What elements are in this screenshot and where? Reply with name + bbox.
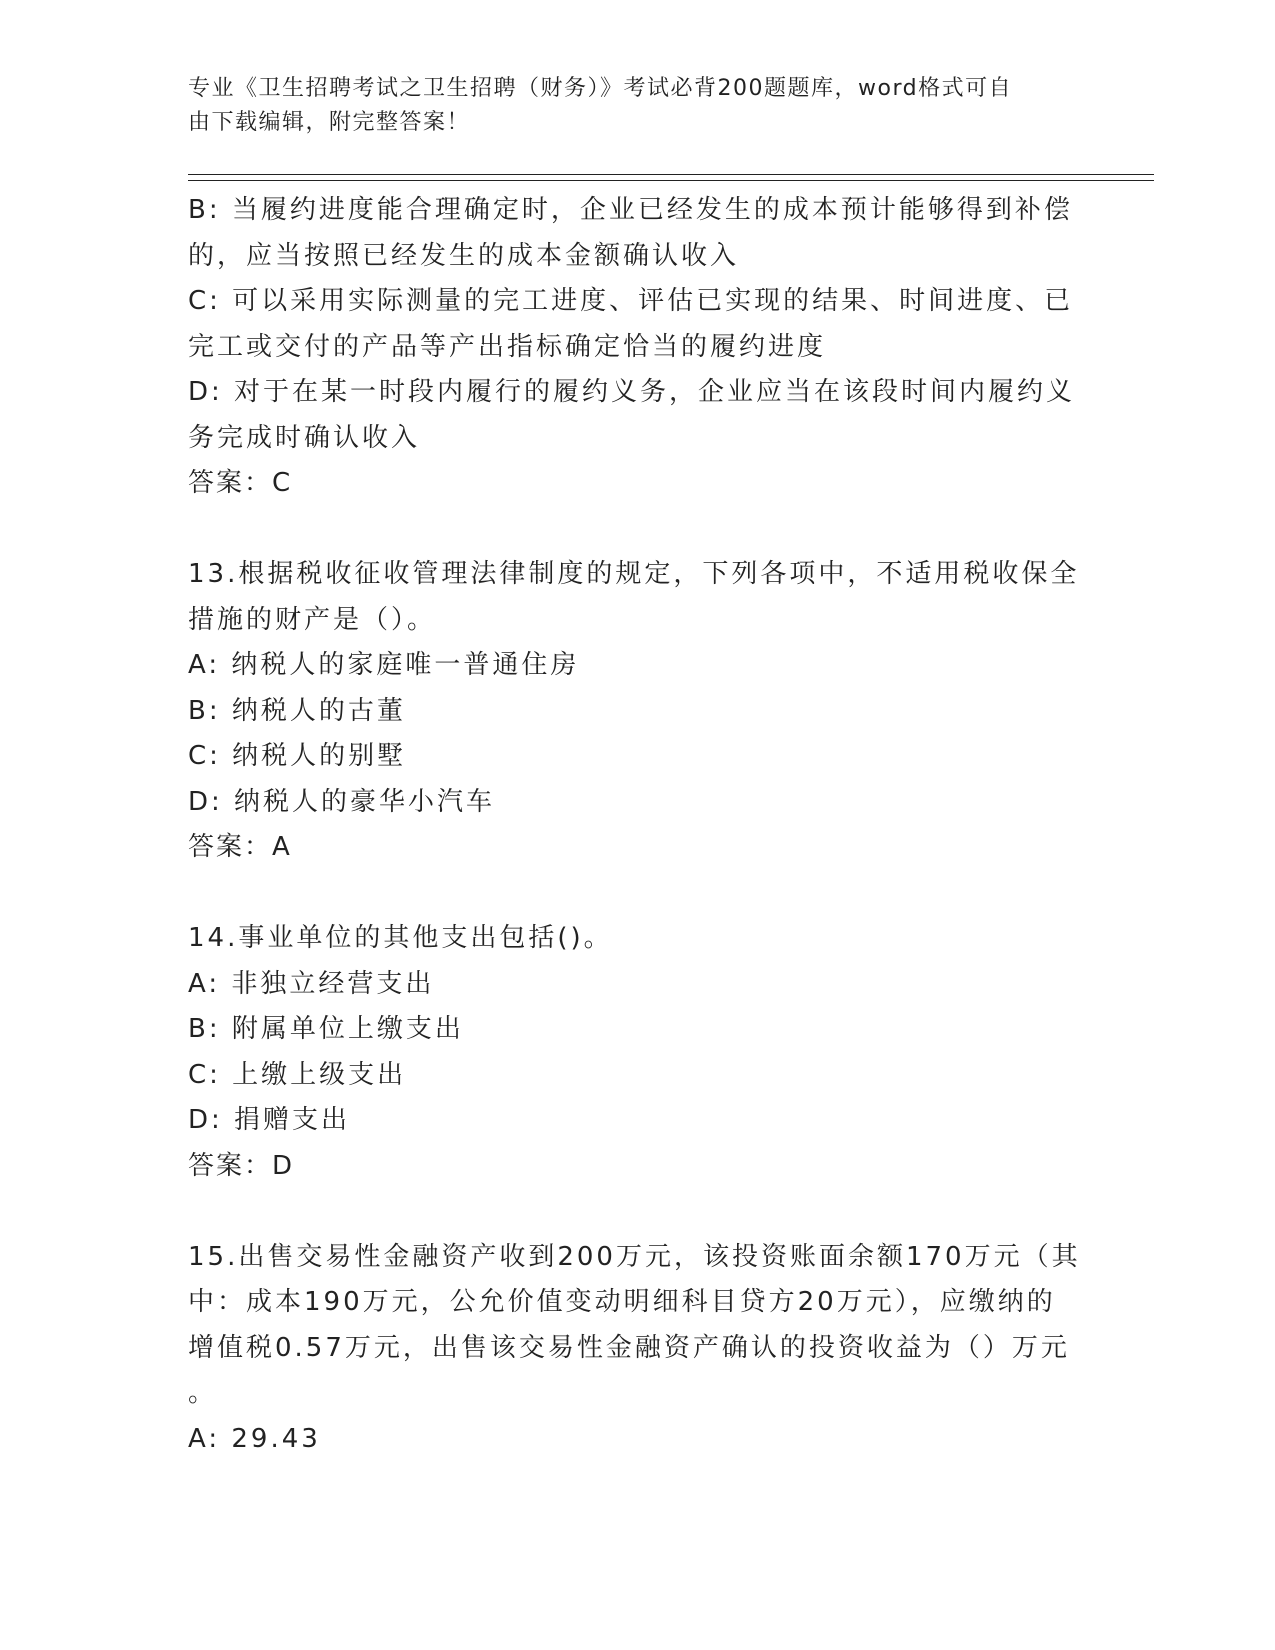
answer-line: 答案：C — [188, 468, 293, 498]
option-b: B: 附属单位上缴支出 — [188, 1014, 464, 1044]
option-b: B: 纳税人的古董 — [188, 695, 406, 726]
question-15 — [188, 1235, 1081, 1463]
option-a: A: 29.43 — [188, 1423, 321, 1454]
option-d: D: 纳税人的豪华小汽车 — [188, 786, 496, 817]
question-stem-line-1: 13.根据税收征收管理法律制度的规定，下列各项中，不适用税收保全 — [188, 559, 1080, 589]
question-content — [188, 188, 1081, 1462]
question-stem-line-4: 。 — [188, 1378, 218, 1408]
question-13 — [188, 552, 1080, 871]
header-line-1: 专业《卫生招聘考试之卫生招聘（财务）》考试必背200题题库，word格式可自 — [188, 76, 1013, 101]
option-c: C: 纳税人的别墅 — [188, 741, 407, 771]
answer-line: 答案：A — [188, 832, 292, 862]
option-c: C: 上缴上级支出 — [188, 1059, 407, 1090]
question-14 — [188, 916, 1068, 1189]
spacer — [188, 507, 1068, 553]
option-a: A: 非独立经营支出 — [188, 968, 435, 999]
option-d-line-1: D: 对于在某一时段内履行的履约义务，企业应当在该段时间内履约义 — [188, 377, 1076, 407]
spacer — [188, 871, 1068, 917]
header-rule-top — [188, 174, 1154, 175]
option-c-line-1: C: 可以采用实际测量的完工进度、评估已实现的结果、时间进度、已 — [188, 286, 1074, 316]
question-stem-line-1: 14.事业单位的其他支出包括()。 — [188, 923, 613, 953]
answer-line: 答案：D — [188, 1150, 295, 1181]
option-b-line-1: B: 当履约进度能合理确定时，企业已经发生的成本预计能够得到补偿 — [188, 195, 1073, 225]
header-rule-bottom — [188, 180, 1154, 181]
question-stem-line-1: 15.出售交易性金融资产收到200万元，该投资账面余额170万元（其 — [188, 1241, 1081, 1272]
option-d-line-2: 务完成时确认收入 — [188, 422, 421, 453]
question-stem-line-3: 增值税0.57万元，出售该交易性金融资产确认的投资收益为（）万元 — [188, 1332, 1070, 1363]
option-d: D: 捐赠支出 — [188, 1105, 351, 1135]
option-c-line-2: 完工或交付的产品等产出指标确定恰当的履约进度 — [188, 331, 827, 362]
option-b-line-2: 的，应当按照已经发生的成本金额确认收入 — [188, 240, 740, 271]
question-stem-line-2: 中：成本190万元，公允价值变动明细科目贷方20万元），应缴纳的 — [188, 1287, 1056, 1317]
option-a: A: 纳税人的家庭唯一普通住房 — [188, 650, 580, 680]
header-line-2: 由下载编辑，附完整答案！ — [188, 110, 471, 135]
spacer — [188, 1189, 1068, 1235]
question-12-tail — [188, 188, 1076, 507]
document-header — [188, 72, 1068, 140]
question-stem-line-2: 措施的财产是（）。 — [188, 604, 437, 635]
